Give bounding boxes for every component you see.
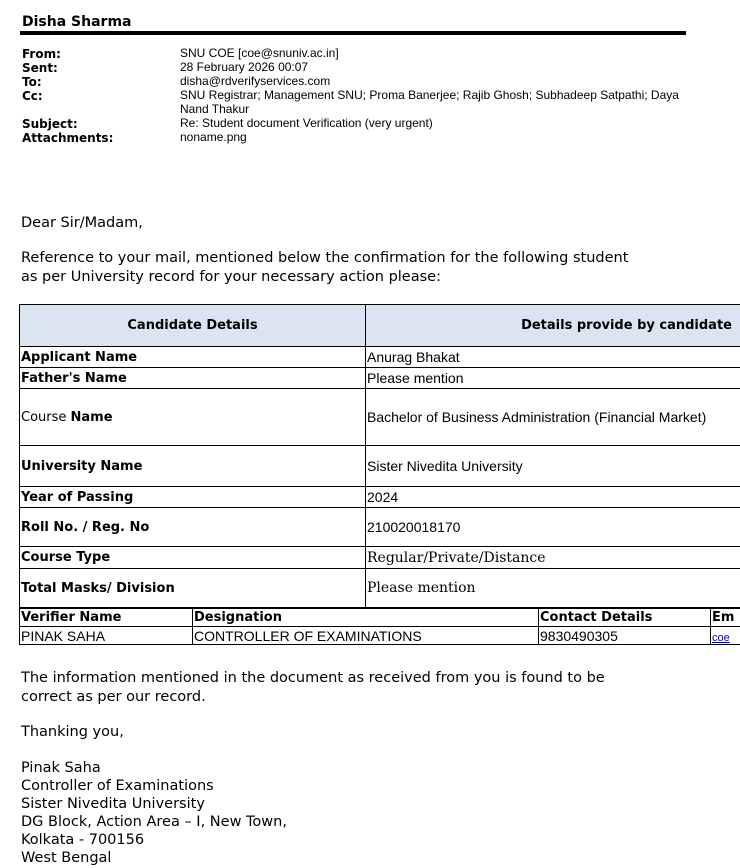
- course-name-label: [20, 389, 366, 446]
- conclusion-line-1: The information mentioned in the document as received from you is found to be: [21, 670, 605, 686]
- year-of-passing-value: 2024: [366, 487, 740, 508]
- total-marks-value: Please mention: [366, 569, 740, 608]
- email-header: Em: [711, 609, 740, 627]
- contact-details-value: 9830490305: [539, 627, 711, 645]
- from-label: From:: [22, 47, 61, 61]
- contact-details-header: Contact Details: [539, 609, 711, 627]
- university-name-label: University Name: [20, 446, 366, 487]
- cc-value: SNU Registrar; Management SNU; Proma Banerjee; Rajib Ghosh; Subhadeep Satpathi; Daya Nand Thakur: [180, 88, 679, 116]
- conclusion-line-2: correct as per our record.: [21, 689, 206, 705]
- applicant-name-label: Applicant Name: [20, 347, 366, 368]
- attachments-label: Attachments:: [22, 131, 114, 145]
- thanks-line: Thanking you,: [21, 724, 124, 740]
- verifier-name-value: PINAK SAHA: [20, 627, 193, 645]
- year-of-passing-label: Year of Passing: [20, 487, 366, 508]
- email-link-text[interactable]: coe: [712, 631, 730, 644]
- cc-label: Cc:: [22, 89, 43, 103]
- subject-value: Re: Student document Verification (very urgent): [180, 116, 433, 130]
- roll-number-value: 210020018170: [366, 508, 740, 547]
- course-name-value: Bachelor of Business Administration (Financial Market): [366, 389, 740, 446]
- total-marks-label: Total Masks/ Division: [20, 569, 366, 608]
- sender-name: Disha Sharma: [22, 14, 132, 30]
- signature-address-2: Kolkata - 700156: [21, 832, 145, 848]
- email-link[interactable]: [711, 627, 740, 645]
- signature-title: Controller of Examinations: [21, 778, 214, 794]
- designation-value: CONTROLLER OF EXAMINATIONS: [193, 627, 539, 645]
- university-name-value: Sister Nivedita University: [366, 446, 740, 487]
- to-label: To:: [22, 75, 42, 89]
- subject-label: Subject:: [22, 117, 78, 131]
- applicant-name-value: Anurag Bhakat: [366, 347, 740, 368]
- attachment-file[interactable]: noname.png: [180, 130, 247, 144]
- verification-table: [19, 304, 740, 652]
- sent-value: 28 February 2026 00:07: [180, 60, 309, 74]
- candidate-provided-header: Details provide by candidate: [366, 305, 740, 347]
- candidate-details-table: [19, 304, 740, 608]
- signature-name: Pinak Saha: [21, 760, 101, 776]
- from-value: SNU COE [coe@snuniv.ac.in]: [180, 46, 339, 60]
- header-divider: [20, 31, 686, 35]
- sent-label: Sent:: [22, 61, 58, 75]
- to-value[interactable]: disha@rdverifyservices.com: [180, 74, 331, 88]
- father-name-value: Please mention: [366, 368, 740, 389]
- verifier-table: [19, 608, 740, 645]
- father-name-label: Father's Name: [20, 368, 366, 389]
- course-label-bold: Name: [70, 409, 113, 425]
- intro-line-2: as per University record for your necessary action please:: [21, 269, 441, 285]
- candidate-details-header: Candidate Details: [20, 305, 366, 347]
- designation-header: Designation: [193, 609, 539, 627]
- roll-number-label: Roll No. / Reg. No: [20, 508, 366, 547]
- intro-line-1: Reference to your mail, mentioned below the confirmation for the following student: [21, 250, 629, 266]
- signature-address-1: DG Block, Action Area – I, New Town,: [21, 814, 287, 830]
- salutation: Dear Sir/Madam,: [21, 215, 143, 231]
- signature-state: West Bengal: [21, 850, 112, 866]
- signature-org: Sister Nivedita University: [21, 796, 205, 812]
- course-type-value: Regular/Private/Distance: [366, 547, 740, 569]
- verifier-name-header: Verifier Name: [20, 609, 193, 627]
- course-label-prefix: Course: [21, 409, 71, 425]
- course-type-label: Course Type: [20, 547, 366, 569]
